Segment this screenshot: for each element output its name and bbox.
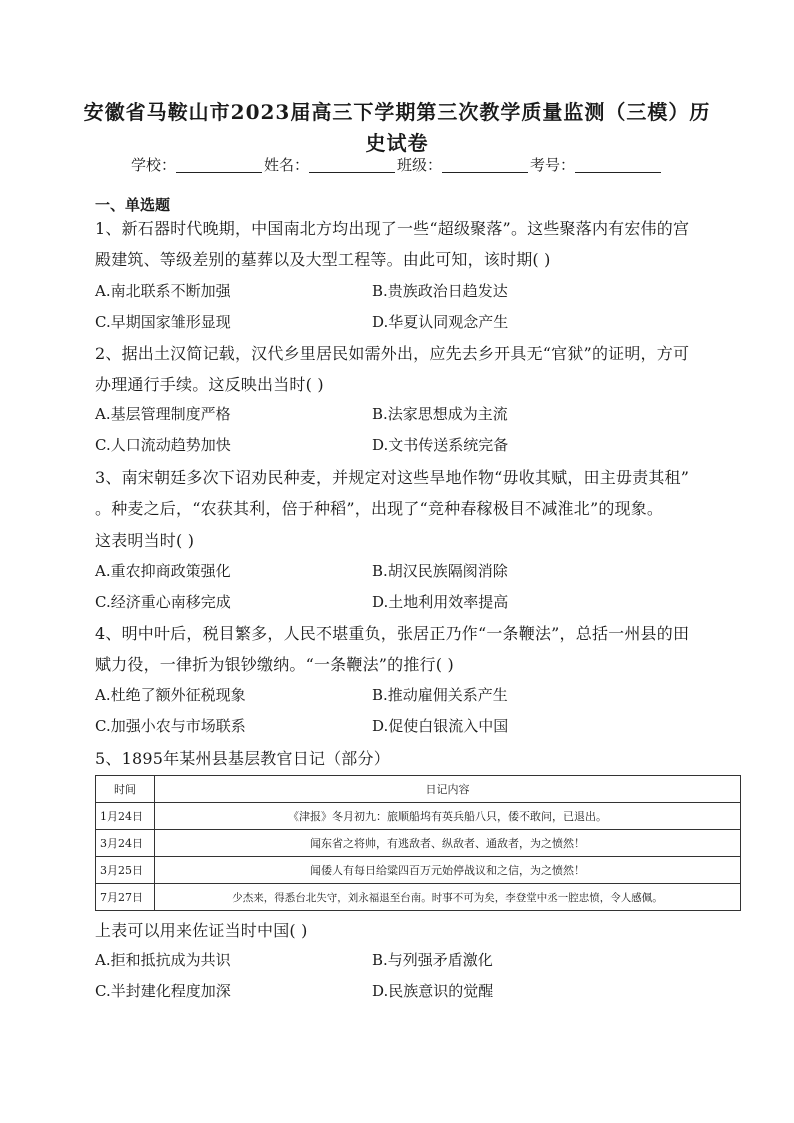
q2-option-c[interactable]: C.人口流动趋势加快 [95, 436, 231, 454]
q2-stem-line2: 办理通行手续。这反映出当时( ) [95, 375, 324, 394]
table-cell-content: 闻倭人有每日给粱四百万元始停战议和之信，为之愤然！ [155, 857, 741, 884]
q3-option-c[interactable]: C.经济重心南移完成 [95, 593, 231, 611]
exam-title-line2: 史试卷 [365, 131, 429, 155]
school-label: 学校： [130, 156, 176, 174]
q4-option-c[interactable]: C.加强小农与市场联系 [95, 717, 246, 735]
q5-after-line: 上表可以用来佐证当时中国( ) [95, 921, 308, 940]
q1-option-a[interactable]: A.南北联系不断加强 [95, 282, 231, 300]
q1-option-b[interactable]: B.贵族政治日趋发达 [372, 282, 508, 300]
q3-stem-line2: 。种麦之后，“农获其利，倍于种稻”，出现了“竞种春稼极目不减淮北”的现象。 [95, 499, 664, 518]
table-cell-date: 7月27日 [96, 884, 155, 911]
q1-stem-line1: 1、新石器时代晚期，中国南北方均出现了一些“超级聚落”。这些聚落内有宏伟的宫 [95, 219, 690, 238]
q5-option-d[interactable]: D.民族意识的觉醒 [372, 982, 494, 1000]
q5-stem-line1: 5、1895年某州县基层教官日记（部分） [95, 749, 390, 768]
q2-option-b[interactable]: B.法家思想成为主流 [372, 405, 508, 423]
table-row [96, 830, 741, 857]
table-cell-content: 《津报》冬月初九：旅顺船坞有英兵船八只，倭不敢问，已退出。 [155, 803, 741, 830]
q4-option-a[interactable]: A.杜绝了额外征税现象 [95, 686, 246, 704]
school-blank[interactable] [176, 157, 262, 173]
table-cell-date: 3月25日 [96, 857, 155, 884]
q1-option-c[interactable]: C.早期国家雏形显现 [95, 313, 231, 331]
class-label: 班级： [397, 156, 443, 174]
student-info-row [0, 154, 794, 175]
q3-option-d[interactable]: D.土地利用效率提高 [372, 593, 509, 611]
q3-option-a[interactable]: A.重农抑商政策强化 [95, 562, 231, 580]
table-header-content: 日记内容 [155, 776, 741, 803]
table-cell-content: 闻东省之将帅，有逃敌者、纵敌者、通敌者，为之愤然！ [155, 830, 741, 857]
q3-stem-line3: 这表明当时( ) [95, 531, 195, 550]
q4-stem-line2: 赋力役，一律折为银钞缴纳。“一条鞭法”的推行( ) [95, 655, 454, 674]
table-row [96, 803, 741, 830]
q4-option-d[interactable]: D.促使白银流入中国 [372, 717, 509, 735]
table-header-row [96, 776, 741, 803]
section-heading: 一、单选题 [95, 196, 171, 214]
q2-option-a[interactable]: A.基层管理制度严格 [95, 405, 231, 423]
name-label: 姓名： [263, 156, 309, 174]
q2-option-d[interactable]: D.文书传送系统完备 [372, 436, 509, 454]
q1-option-d[interactable]: D.华夏认同观念产生 [372, 313, 509, 331]
table-cell-date: 3月24日 [96, 830, 155, 857]
table-header-date: 时间 [96, 776, 155, 803]
exam-no-label: 考号： [530, 156, 576, 174]
q5-option-b[interactable]: B.与列强矛盾激化 [372, 951, 493, 969]
name-blank[interactable] [309, 157, 395, 173]
exam-title-line1: 安徽省马鞍山市2023届高三下学期第三次教学质量监测（三模）历 [83, 100, 711, 124]
q5-option-c[interactable]: C.半封建化程度加深 [95, 982, 231, 1000]
q4-option-b[interactable]: B.推动雇佣关系产生 [372, 686, 508, 704]
table-row [96, 857, 741, 884]
q2-stem-line1: 2、据出土汉简记载，汉代乡里居民如需外出，应先去乡开具无“官狱”的证明，方可 [95, 344, 690, 363]
q5-option-a[interactable]: A.拒和抵抗成为共识 [95, 951, 231, 969]
exam-no-blank[interactable] [575, 157, 661, 173]
table-row [96, 884, 741, 911]
table-cell-date: 1月24日 [96, 803, 155, 830]
diary-table [95, 775, 741, 911]
q4-stem-line1: 4、明中叶后，税目繁多，人民不堪重负，张居正乃作“一条鞭法”，总括一州县的田 [95, 624, 690, 643]
q3-option-b[interactable]: B.胡汉民族隔阂消除 [372, 562, 508, 580]
q3-stem-line1: 3、南宋朝廷多次下诏劝民种麦，并规定对这些旱地作物“毋收其赋，田主毋责其租” [95, 468, 690, 487]
q1-stem-line2: 殿建筑、等级差别的墓葬以及大型工程等。由此可知，该时期( ) [95, 250, 551, 269]
class-blank[interactable] [442, 157, 528, 173]
table-cell-content: 少杰来，得悉台北失守，刘永福退至台南。时事不可为矣，李登堂中丞一腔忠愤，令人感佩。 [155, 884, 741, 911]
